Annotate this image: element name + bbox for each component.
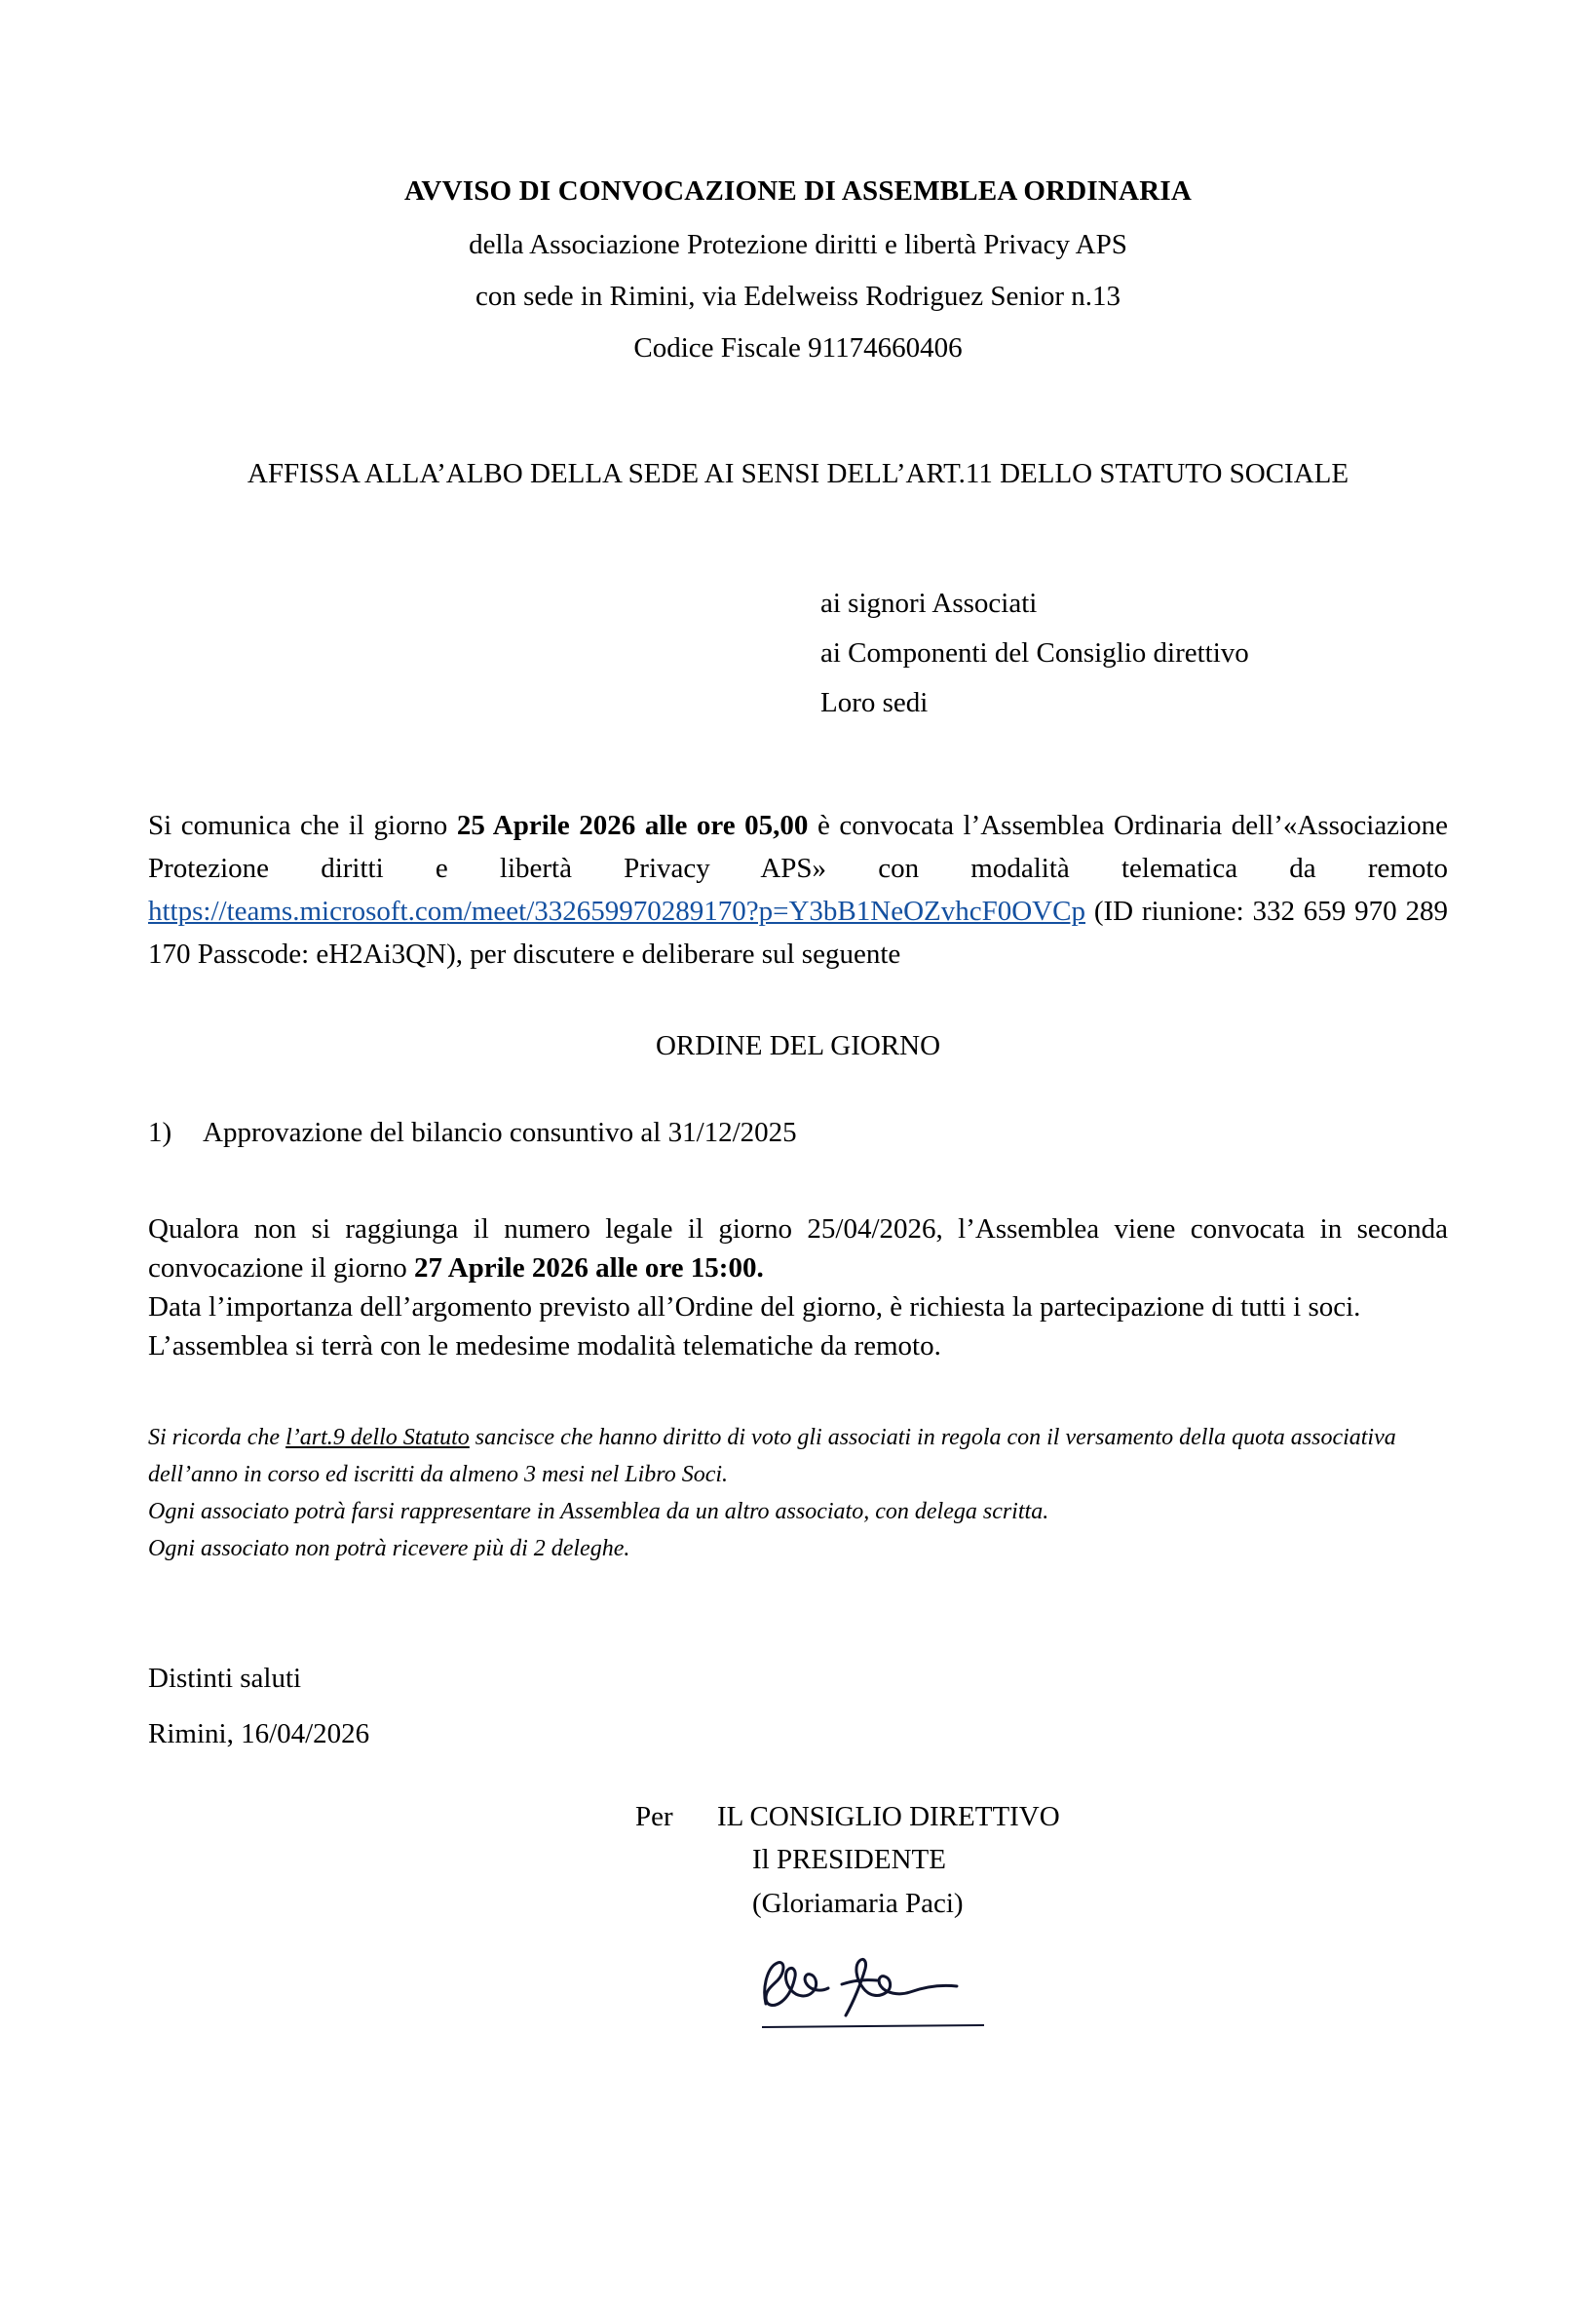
statute-note-suffix: sancisce che hanno diritto di voto gli associati in regola con il versamento della quota associativa dell’anno in corso ed iscritti da almeno 3 mesi nel Libro Soci. [148,1424,1396,1487]
addressee-item: Loro sedi [820,687,929,719]
convocation-text-part2: è convocata l’Assemblea Ordinaria dell’«Associazione Protezione diritti e libertà Privacy APS» con modalità telematica da remoto [148,809,1448,884]
signature-per-label: Per [635,1800,673,1832]
convocation-text-part1: Si comunica che il giorno [148,809,457,841]
second-call-datetime: 27 Aprile 2026 alle ore 15:00. [414,1251,764,1284]
statute-article-reference: l’art.9 dello Statuto [285,1424,470,1450]
agenda-item [148,1117,1448,1149]
closing-place-date: Rimini, 16/04/2026 [148,1718,370,1750]
agenda-item-number: 1) [148,1116,172,1148]
second-call-text: Qualora non si raggiunga il numero legale il giorno 25/04/2026, l’Assemblea viene convocata in seconda convocazione il giorno [148,1212,1448,1284]
addressees-list [148,584,1448,724]
second-call-paragraph [148,1209,1448,1287]
statute-note-line1 [148,1420,1448,1494]
addressee-item: ai signori Associati [820,588,1038,619]
participation-request: Data l’importanza dell’argomento previsto all’Ordine del giorno, è richiesta la partecipazione di tutti i soci. [148,1290,1361,1323]
remote-modality-note: L’assemblea si terrà con le medesime modalità telematiche da remoto. [148,1329,941,1362]
first-call-datetime: 25 Aprile 2026 alle ore 05,00 [456,809,809,841]
agenda-heading: ORDINE DEL GIORNO [655,1029,941,1061]
signature-line-council [635,1795,1448,1839]
signature-name: (Gloriamaria Paci) [752,1888,964,1920]
addressee-item: ai Componenti del Consiglio direttivo [820,637,1249,670]
closing-block [148,1658,1448,1756]
agenda-item-text: Approvazione del bilancio consuntivo al 31/12/2025 [203,1116,797,1148]
handwritten-signature-icon [148,1947,1448,2040]
posting-notice: AFFISSA ALLA’ALBO DELLA SEDE AI SENSI DELL’ART.11 DELLO STATUTO SOCIALE [247,458,1349,489]
convocation-paragraph [148,804,1448,976]
convocation-text-part3: (ID riunione: 332 659 970 289 170 Passcode: eH2Ai3QN), per discutere e deliberare sul seguente [148,895,1448,970]
signature-council: IL CONSIGLIO DIRETTIVO [717,1800,1060,1832]
closing-greeting: Distinti saluti [148,1662,302,1694]
document-body [148,175,1448,2040]
page-title: AVVISO DI CONVOCAZIONE DI ASSEMBLEA ORDINARIA [404,175,1192,207]
association-address: con sede in Rimini, via Edelweiss Rodriguez Senior n.13 [475,281,1121,312]
second-call-block [148,1209,1448,1365]
teams-meeting-link[interactable]: https://teams.microsoft.com/meet/332659970289170?p=Y3bB1NeOZvhcF0OVCp [148,895,1085,927]
association-fiscal-code: Codice Fiscale 91174660406 [633,332,963,364]
statute-note [148,1420,1448,1568]
signature-role: Il PRESIDENTE [752,1844,946,1876]
signature-block [148,1795,1448,1927]
statute-note-prefix: Si ricorda che [148,1424,286,1450]
delegation-rule-1: Ogni associato potrà farsi rappresentare in Assemblea da un altro associato, con delega scritta. [148,1498,1049,1524]
delegation-rule-2: Ogni associato non potrà ricevere più di 2 deleghe. [148,1535,630,1561]
association-name: della Associazione Protezione diritti e libertà Privacy APS [469,229,1127,260]
